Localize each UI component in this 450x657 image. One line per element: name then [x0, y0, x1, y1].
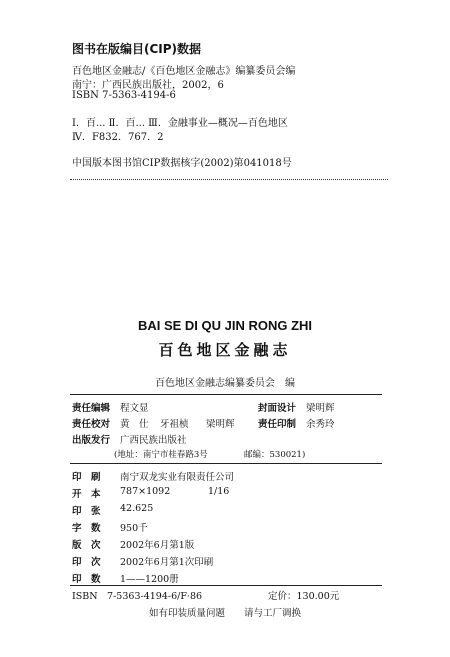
spec-label: 印 张	[72, 506, 101, 517]
proof-value-3: 梁明辉	[206, 419, 235, 430]
spec-value: 950千	[120, 523, 148, 534]
credit-row-editor	[72, 400, 335, 414]
print-value: 余秀玲	[306, 419, 335, 430]
spec-value: 42.625	[120, 503, 154, 514]
spec-row	[72, 486, 230, 500]
address-text: (地址：南宁市桂春路3号	[114, 450, 208, 460]
cover-value: 梁明辉	[306, 403, 335, 414]
editor-value: 程文显	[120, 403, 149, 414]
spec-label: 印 次	[72, 557, 101, 568]
spec-row	[72, 554, 214, 568]
editor-line: 百色地区金融志编纂委员会 编	[155, 378, 295, 389]
footer-isbn: ISBN 7-5363-4194-6/F·86	[72, 591, 203, 602]
specs-bottom-rule	[70, 585, 382, 586]
title-pinyin: BAI SE DI QU JIN RONG ZHI	[137, 318, 313, 333]
spec-label: 字 数	[72, 523, 101, 534]
cip-line-3: ISBN 7-5363-4194-6	[72, 90, 176, 101]
specs-top-rule	[70, 463, 382, 464]
proof-label: 责任校对	[72, 419, 111, 430]
spec-row	[72, 469, 235, 483]
publisher-value: 广西民族出版社	[120, 435, 187, 446]
spec-value: 787×1092	[120, 486, 171, 497]
spec-value: 1——1200册	[120, 574, 179, 585]
credit-row-publisher	[72, 432, 187, 446]
print-label: 责任印制	[258, 419, 297, 430]
credits-top-rule	[70, 394, 382, 395]
spec-label: 印 刷	[72, 472, 101, 483]
proof-value-1: 黄 仕	[120, 419, 149, 430]
credit-row-proof	[72, 416, 335, 430]
postcode-text: 邮编：530021)	[244, 450, 306, 460]
title-chinese: 百色地区金融志	[158, 341, 292, 359]
cip-line-5: Ⅳ．F832．767．2	[72, 132, 164, 143]
cover-label: 封面设计	[258, 403, 297, 414]
spec-row	[72, 520, 148, 534]
footer-price: 定价：130.00元	[268, 591, 340, 602]
editor-label: 责任编辑	[72, 403, 111, 414]
isbn-price-row	[72, 588, 340, 602]
cip-line-6: 中国版本图书馆CIP数据核字(2002)第041018号	[72, 158, 292, 169]
cip-heading: 图书在版编目(CIP)数据	[72, 42, 202, 56]
cip-divider	[70, 179, 388, 180]
spec-label: 印 数	[72, 574, 101, 585]
spec-row	[72, 503, 154, 517]
spec-value: 2002年6月第1次印刷	[120, 557, 214, 568]
spec-extra: 1/16	[208, 486, 230, 497]
spec-label: 开 本	[72, 489, 101, 500]
spec-row	[72, 571, 179, 585]
cip-line-2: 南宁：广西民族出版社，2002，6	[72, 80, 224, 91]
proof-value-2: 牙祖桢	[160, 419, 189, 430]
footer-notice: 如有印装质量问题 请与工厂调换	[148, 608, 301, 619]
publisher-label: 出版发行	[72, 435, 111, 446]
spec-label: 版 次	[72, 540, 101, 551]
spec-row	[72, 537, 195, 551]
spec-value: 南宁双龙实业有限责任公司	[120, 472, 235, 483]
cip-line-4: Ⅰ．百... Ⅱ．百... Ⅲ．金融事业—概况—百色地区	[72, 118, 288, 129]
spec-value: 2002年6月第1版	[120, 540, 195, 551]
cip-line-1: 百色地区金融志/《百色地区金融志》编纂委员会编	[72, 66, 296, 77]
